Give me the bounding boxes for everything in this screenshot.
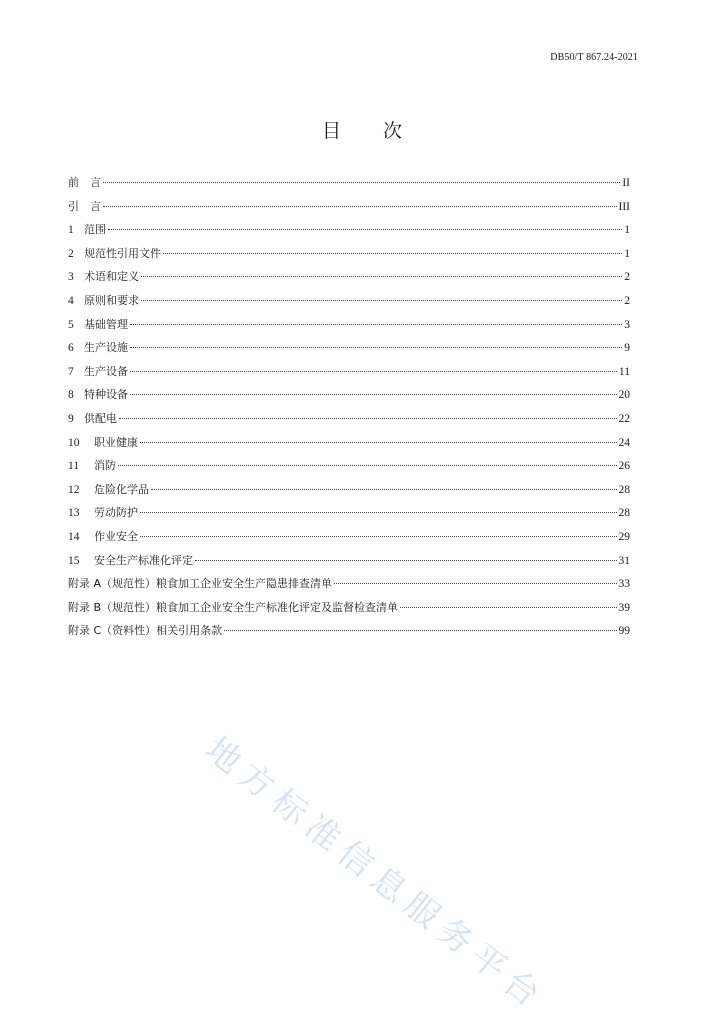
toc-entry-title: 职业健康 bbox=[94, 435, 138, 449]
toc-leader-dots bbox=[334, 583, 616, 584]
toc-entry-label bbox=[68, 505, 138, 521]
toc-entry[interactable] bbox=[68, 458, 630, 482]
toc-entry-page: 26 bbox=[618, 460, 630, 473]
toc-entry-number: 14 bbox=[68, 530, 80, 543]
toc-entry-title: 基础管理 bbox=[84, 317, 128, 331]
toc-entry-number: 11 bbox=[68, 460, 80, 473]
toc-entry-label bbox=[68, 387, 128, 403]
toc-entry-title: 供配电 bbox=[84, 411, 117, 425]
toc-entry-page: 39 bbox=[618, 601, 630, 614]
toc-entry-title: 特种设备 bbox=[84, 388, 128, 402]
toc-entry[interactable] bbox=[68, 553, 630, 577]
toc-entry-number: 12 bbox=[68, 483, 80, 496]
toc-entry-page: 2 bbox=[624, 271, 630, 284]
toc-entry-number: 4 bbox=[68, 294, 74, 307]
toc-entry-page: 9 bbox=[624, 342, 630, 355]
toc-entry-page: 99 bbox=[618, 625, 630, 638]
toc-entry-annex-a[interactable] bbox=[68, 576, 630, 600]
toc-entry-label: 附录 C（资料性）相关引用条款 bbox=[68, 624, 223, 638]
toc-entry-number: 3 bbox=[68, 271, 74, 284]
toc-title-part1: 目 bbox=[321, 120, 341, 142]
toc-entry-page: 24 bbox=[618, 436, 630, 449]
toc-leader-dots bbox=[103, 182, 620, 183]
toc-entry-number: 7 bbox=[68, 365, 74, 378]
toc-entry-label bbox=[68, 482, 149, 498]
toc-entry-number: 9 bbox=[68, 412, 74, 425]
toc-entry-page: 11 bbox=[618, 365, 630, 378]
toc-entry-title: 劳动防护 bbox=[94, 506, 138, 520]
toc-leader-dots bbox=[130, 394, 617, 395]
toc-entry-page: 31 bbox=[618, 554, 630, 567]
toc-entry-page: 28 bbox=[618, 507, 630, 520]
toc-entry-title: 术语和定义 bbox=[84, 270, 139, 284]
toc-entry[interactable] bbox=[68, 269, 630, 293]
toc-leader-dots bbox=[140, 442, 617, 443]
toc-leader-dots bbox=[151, 489, 617, 490]
toc-entry-number: 6 bbox=[68, 342, 74, 355]
toc-entry[interactable] bbox=[68, 529, 630, 553]
toc-leader-dots bbox=[195, 560, 617, 561]
toc-entry-page: 22 bbox=[618, 412, 630, 425]
toc-entry-label bbox=[68, 553, 193, 569]
toc-leader-dots bbox=[141, 276, 622, 277]
toc-entry-label: 前 言 bbox=[68, 176, 101, 189]
toc-entry-annex-c[interactable] bbox=[68, 623, 630, 647]
toc-entry-page: 2 bbox=[624, 294, 630, 307]
toc-entry-page: 1 bbox=[624, 247, 630, 260]
toc-entry-label bbox=[68, 529, 138, 545]
toc-entry[interactable] bbox=[68, 246, 630, 270]
toc-entry-number: 1 bbox=[68, 224, 74, 237]
toc-entry[interactable] bbox=[68, 482, 630, 506]
toc-entry-title: 生产设施 bbox=[84, 341, 128, 355]
toc-entry-page: II bbox=[622, 177, 630, 189]
toc-leader-dots bbox=[119, 418, 617, 419]
toc-entry-number: 2 bbox=[68, 247, 74, 260]
toc-entry[interactable] bbox=[68, 505, 630, 529]
toc-entry-title: 作业安全 bbox=[94, 529, 138, 543]
toc-entry-label bbox=[68, 269, 139, 285]
toc-leader-dots bbox=[140, 512, 617, 513]
toc-entry[interactable] bbox=[68, 317, 630, 341]
toc-entry-label: 附录 A（规范性）粮食加工企业安全生产隐患排查清单 bbox=[68, 577, 333, 591]
toc-entry-label bbox=[68, 411, 117, 427]
toc-entry[interactable] bbox=[68, 435, 630, 459]
toc-entry-label bbox=[68, 317, 128, 333]
toc-entry-page: 3 bbox=[624, 318, 630, 331]
toc-entry-number: 15 bbox=[68, 554, 80, 567]
toc-entry-page: 29 bbox=[618, 530, 630, 543]
toc-leader-dots bbox=[140, 536, 617, 537]
toc-leader-dots bbox=[130, 371, 617, 372]
toc-entry-label bbox=[68, 435, 138, 451]
toc-entry-page: 1 bbox=[624, 224, 630, 237]
toc-title-part2: 次 bbox=[383, 120, 403, 142]
toc-entry-page: 33 bbox=[618, 578, 630, 591]
toc-leader-dots bbox=[103, 206, 617, 207]
toc-entry-page: 28 bbox=[618, 483, 630, 496]
toc-entry-label bbox=[68, 458, 116, 474]
toc-leader-dots bbox=[163, 253, 622, 254]
toc-list bbox=[68, 175, 630, 647]
toc-entry-annex-b[interactable] bbox=[68, 600, 630, 624]
toc-leader-dots bbox=[130, 347, 622, 348]
toc-entry-label bbox=[68, 246, 161, 262]
toc-entry[interactable] bbox=[68, 175, 630, 199]
toc-entry[interactable] bbox=[68, 293, 630, 317]
toc-entry-page: 20 bbox=[618, 389, 630, 402]
toc-leader-dots bbox=[141, 300, 622, 301]
toc-entry-label: 引 言 bbox=[68, 199, 101, 213]
toc-leader-dots bbox=[108, 229, 622, 230]
toc-entry-number: 8 bbox=[68, 389, 74, 402]
toc-entry[interactable] bbox=[68, 222, 630, 246]
toc-entry-number: 13 bbox=[68, 507, 80, 520]
toc-entry-title: 危险化学品 bbox=[94, 482, 149, 496]
toc-entry-label bbox=[68, 340, 128, 356]
toc-leader-dots bbox=[130, 324, 622, 325]
toc-entry[interactable] bbox=[68, 340, 630, 364]
toc-entry[interactable] bbox=[68, 199, 630, 223]
toc-leader-dots bbox=[118, 465, 617, 466]
toc-entry-label bbox=[68, 222, 106, 238]
toc-entry-title: 规范性引用文件 bbox=[84, 246, 161, 260]
toc-entry[interactable] bbox=[68, 411, 630, 435]
document-code: DB50/T 867.24-2021 bbox=[550, 52, 638, 63]
toc-entry[interactable] bbox=[68, 387, 630, 411]
toc-entry-number: 5 bbox=[68, 318, 74, 331]
toc-entry-title: 原则和要求 bbox=[84, 293, 139, 307]
toc-entry-title: 范围 bbox=[84, 223, 106, 237]
watermark: 地方标准信息服务平台 bbox=[197, 729, 554, 1020]
toc-entry-label: 附录 B（规范性）粮食加工企业安全生产标准化评定及监督检查清单 bbox=[68, 600, 399, 614]
toc-entry-title: 生产设备 bbox=[84, 364, 128, 378]
toc-entry-title: 消防 bbox=[94, 459, 116, 473]
toc-entry-label bbox=[68, 364, 128, 380]
toc-entry-number: 10 bbox=[68, 436, 80, 449]
toc-entry-title: 安全生产标准化评定 bbox=[94, 553, 193, 567]
toc-title bbox=[0, 116, 724, 143]
toc-entry[interactable] bbox=[68, 364, 630, 388]
toc-entry-label bbox=[68, 293, 139, 309]
toc-entry-page: III bbox=[618, 200, 630, 213]
toc-leader-dots bbox=[400, 607, 616, 608]
toc-leader-dots bbox=[224, 630, 616, 631]
